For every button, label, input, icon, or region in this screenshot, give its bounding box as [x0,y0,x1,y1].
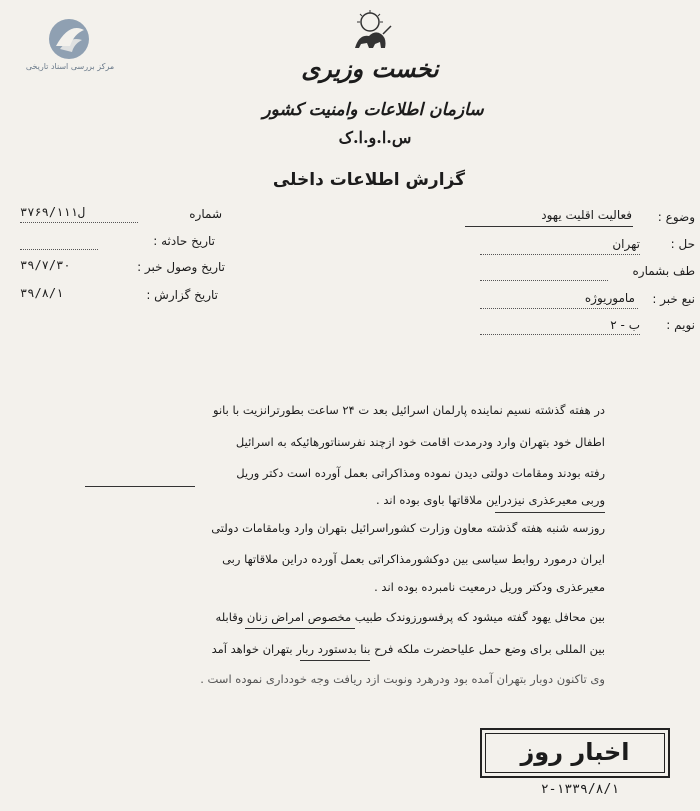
stamp-number: ۲-۱۳۳۹/۸/۱ [540,782,620,797]
body-line-7: بین محافل یهود گفته میشود که پرفسورزوندک طبیب مخصوص امراض زنان وقابله [215,610,605,624]
right-field-label-1: حل : [670,237,695,251]
header-line-1: نخست وزیری [301,54,439,83]
left-field-label-3: تاریخ گزارش : [146,288,218,302]
left-field-label-1: تاریخ حادثه : [153,234,215,248]
right-field-label-2: طف بشماره [632,264,695,278]
stamp-text: اخبار روز [520,738,630,766]
header-line-3: س.ا.و.ا.ک [338,128,412,147]
left-field-label-2: تاریخ وصول خبر : [137,260,225,274]
body-line-3: وربی معیرعذری نیزدراین ملاقاتها باوی بوده اند . [376,493,605,507]
body-line-9: وی تاکنون دوبار بتهران آمده بود ودرهرد ونوبت ازد ریافت وجه خودداری نموده است . [200,672,605,686]
left-field-label-0: شماره [189,207,222,221]
body-line-8: بین المللی برای وضع حمل علیاحضرت ملکه فرح بنا بدستورد ربار بتهران خواهد آمد [211,642,605,656]
right-field-value-3: ماموریوژه [584,291,635,305]
watermark-text: مرکز بررسی اسناد تاریخی [25,62,115,71]
lion-and-sun-emblem-icon [345,8,395,54]
body-line-1: اطفال خود بتهران وارد ودرمدت اقامت خود ازچند نفرسناتورهائیکه به اسرائیل [235,435,605,449]
news-stamp [480,728,670,778]
left-field-value-0: ۳۷۶۹/۱۱ل۱ [20,205,86,219]
header-line-2: سازمان اطلاعات وامنیت کشور [262,100,484,120]
right-field-label-4: نویم : [666,318,695,332]
body-line-6: معیرعذری ودکتر وریل درمعیت نامبرده بوده اند . [374,580,605,594]
left-field-value-2: ۳۹/۷/۳۰ [20,258,71,272]
right-field-label-3: نبع خبر : [652,292,695,306]
right-field-value-4: ب - ۲ [610,318,640,332]
left-field-value-3: ۳۹/۸/۱ [20,286,64,300]
archive-logo-icon [44,16,94,62]
right-field-value-1: تهران [612,237,640,251]
header-line-4: گزارش اطلاعات داخلی [272,170,465,190]
body-line-2: رفته بودند ومقامات دولتی دیدن نموده ومذاکراتی بعمل آورده است دکتر وریل [236,466,605,480]
body-line-4: روزسه شنبه هفته گذشته معاون وزارت کشوراسرائیل بتهران وارد وبامقامات دولتی [211,521,605,535]
right-field-value-0: فعالیت اقلیت یهود [541,208,632,222]
body-line-5: ایران درمورد روابط سیاسی بین دوکشورمذاکراتی بعمل آورده دراین ملاقاتها ربی [222,552,605,566]
body-line-0: در هفته گذشته نسیم نماینده پارلمان اسرائیل بعد ت ۲۴ ساعت بطورترانزیت با بانو [213,403,605,417]
right-field-label-0: وضوع : [657,210,695,224]
